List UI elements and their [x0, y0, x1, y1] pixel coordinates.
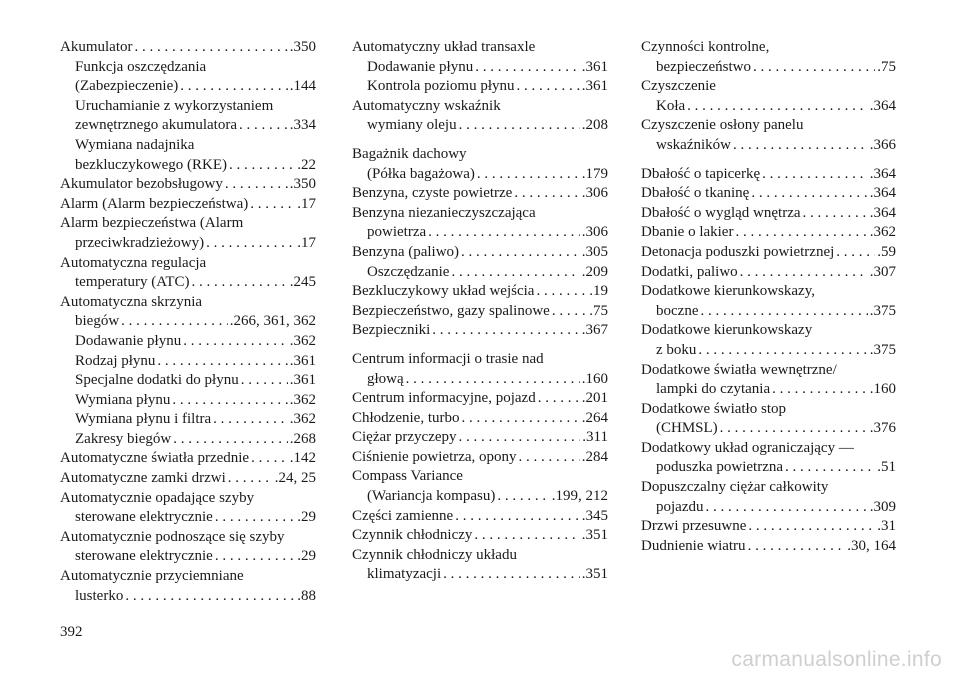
index-entry	[641, 282, 896, 302]
index-entry	[352, 350, 608, 370]
index-entry	[352, 58, 608, 78]
dot-leader	[225, 175, 288, 195]
index-entry	[60, 528, 316, 548]
dot-leader	[748, 537, 846, 557]
index-entry	[60, 175, 316, 195]
index-term: Oszczędzanie	[367, 263, 450, 280]
index-entry	[352, 165, 608, 185]
index-term: Dbałość o wygląd wnętrza	[641, 204, 801, 221]
index-entry	[352, 116, 608, 136]
index-entry	[60, 234, 316, 254]
index-term: Uruchamianie z wykorzystaniem	[75, 97, 274, 114]
index-page-ref: .362	[289, 332, 316, 349]
index-term: Dbałość o tapicerkę	[641, 165, 761, 182]
index-term: Detonacja poduszki powietrznej	[641, 243, 835, 260]
index-entry	[352, 263, 608, 283]
dot-leader	[172, 391, 287, 411]
index-term: Wymiana płynu i filtra	[75, 411, 212, 428]
index-page-ref: .375	[869, 341, 896, 358]
index-page-ref: .22	[297, 156, 316, 173]
dot-leader	[803, 204, 868, 224]
index-term: Dopuszczalny ciężar całkowity	[641, 479, 829, 496]
index-term: Części zamienne	[352, 507, 454, 524]
index-term: Funkcja oszczędzania	[75, 58, 207, 75]
dot-leader	[733, 136, 868, 156]
index-entry	[60, 77, 316, 97]
index-term: Rodzaj płynu	[75, 352, 156, 369]
dot-leader	[241, 371, 288, 391]
index-term: Ciśnienie powietrza, opony	[352, 448, 517, 465]
dot-leader	[451, 263, 579, 283]
index-entry	[641, 223, 896, 243]
dot-leader	[121, 312, 228, 332]
index-entry	[641, 419, 896, 439]
dot-leader	[720, 419, 868, 439]
dot-leader	[735, 223, 867, 243]
index-term: Benzyna niezanieczyszczająca	[352, 204, 536, 221]
index-page-ref: .309	[869, 498, 896, 515]
dot-leader	[459, 116, 580, 136]
index-entry	[60, 410, 316, 430]
index-term: sterowane elektrycznie	[75, 509, 213, 526]
index-entry	[641, 204, 896, 224]
index-page-ref: .364	[869, 97, 896, 114]
index-entry	[60, 449, 316, 469]
index-term: Automatycznie podnoszące się szyby	[60, 528, 285, 545]
index-page-ref: .350	[289, 176, 316, 193]
index-entry	[352, 389, 608, 409]
index-term: Drzwi przesuwne	[641, 518, 747, 535]
index-term: zewnętrznego akumulatora	[75, 117, 238, 134]
index-entry	[352, 487, 608, 507]
index-term: przeciwkradzieżowy)	[75, 234, 205, 251]
index-term: Czyszczenie	[641, 78, 716, 95]
index-entry	[60, 156, 316, 176]
dot-leader	[173, 430, 288, 450]
index-entry	[60, 312, 316, 332]
index-entry	[641, 439, 896, 459]
index-page-ref: .361	[581, 78, 608, 95]
index-page-ref: .364	[869, 204, 896, 221]
index-page-ref: .29	[297, 509, 316, 526]
index-page-ref: .17	[297, 195, 316, 212]
index-term: Bezpieczniki	[352, 322, 431, 339]
index-term: Dudnienie wiatru	[641, 537, 746, 554]
index-page-ref: .311	[582, 429, 608, 446]
index-page-ref: .361	[289, 352, 316, 369]
dot-leader	[536, 282, 587, 302]
dot-leader	[552, 302, 587, 322]
index-entry	[352, 448, 608, 468]
index-page-ref: .362	[869, 224, 896, 241]
dot-leader	[455, 507, 580, 527]
index-entry	[352, 223, 608, 243]
index-term: bezkluczykowego (RKE)	[75, 156, 228, 173]
index-term: (CHMSL)	[656, 420, 718, 437]
dot-leader	[135, 38, 288, 58]
index-column-1	[60, 38, 316, 606]
index-term: (Wariancja kompasu)	[367, 488, 496, 505]
index-entry	[352, 184, 608, 204]
index-term: sterowane elektrycznie	[75, 548, 213, 565]
index-term: Alarm bezpieczeństwa (Alarm	[60, 215, 244, 232]
index-column-3	[641, 38, 896, 556]
index-page-ref: .264	[581, 409, 608, 426]
index-term: Centrum informacji o trasie nad	[352, 350, 544, 367]
index-term: Akumulator	[60, 39, 133, 55]
index-entry	[60, 469, 316, 489]
dot-leader	[461, 243, 580, 263]
index-entry	[352, 145, 608, 165]
dot-leader	[700, 302, 867, 322]
index-entry	[352, 565, 608, 585]
index-page-ref: .59	[877, 243, 896, 260]
dot-leader	[836, 243, 875, 263]
dot-leader	[180, 77, 288, 97]
index-page-ref: .88	[297, 587, 316, 604]
index-entry	[60, 489, 316, 509]
index-entry	[352, 370, 608, 390]
index-page-ref: .29	[297, 548, 316, 565]
index-entry	[60, 273, 316, 293]
dot-leader	[477, 165, 580, 185]
index-entry	[60, 116, 316, 136]
index-page-ref: .24, 25	[274, 470, 316, 487]
index-term: klimatyzacji	[367, 566, 442, 583]
index-term: Ciężar przyczepy	[352, 429, 457, 446]
index-entry	[60, 587, 316, 607]
index-entry	[352, 428, 608, 448]
index-term: Automatyczne zamki drzwi	[60, 470, 226, 487]
index-page-ref: .362	[289, 391, 316, 408]
dot-leader	[497, 487, 549, 507]
dot-leader	[748, 517, 875, 537]
index-entry	[641, 263, 896, 283]
index-term: wymiany oleju	[367, 117, 457, 134]
index-entry	[641, 243, 896, 263]
index-page-ref: .306	[581, 185, 608, 202]
index-page-ref: .351	[581, 566, 608, 583]
index-term: Zakresy biegów	[75, 430, 172, 447]
index-entry	[352, 243, 608, 263]
index-term: Benzyna (paliwo)	[352, 243, 460, 260]
index-entry	[60, 195, 316, 215]
index-term: lampki do czytania	[656, 381, 771, 398]
index-page-ref: .208	[581, 117, 608, 134]
index-term: bezpieczeństwo	[656, 58, 751, 75]
index-term: poduszka powietrzna	[656, 459, 784, 476]
dot-leader	[250, 195, 295, 215]
index-term: Centrum informacyjne, pojazd	[352, 390, 536, 407]
index-entry	[352, 282, 608, 302]
index-entry	[641, 341, 896, 361]
index-entry	[352, 409, 608, 429]
index-term: Automatyczny wskaźnik	[352, 97, 501, 114]
dot-leader	[740, 263, 868, 283]
index-entry	[60, 352, 316, 372]
index-term: pojazdu	[656, 498, 704, 515]
dot-leader	[239, 116, 288, 136]
index-entry	[60, 391, 316, 411]
watermark: carmanualsonline.info	[731, 648, 942, 671]
dot-leader	[772, 380, 868, 400]
index-page-ref: .30, 164	[847, 537, 896, 554]
index-entry	[641, 400, 896, 420]
dot-leader	[443, 565, 580, 585]
dot-leader	[751, 184, 867, 204]
index-term: Compass Variance	[352, 468, 463, 485]
index-page-ref: .142	[289, 450, 316, 467]
index-page-ref: .144	[289, 78, 316, 95]
index-page-ref: .245	[289, 274, 316, 291]
index-term: Alarm (Alarm bezpieczeństwa)	[60, 195, 249, 212]
index-page-ref: .199, 212	[551, 488, 608, 505]
dot-leader	[705, 498, 867, 518]
index-term: Dodatki, paliwo	[641, 263, 738, 280]
index-term: Dodatkowe światła wewnętrzne/	[641, 361, 837, 378]
index-entry	[352, 526, 608, 546]
index-term: Dodawanie płynu	[75, 332, 182, 349]
index-term: Wymiana płynu	[75, 391, 171, 408]
index-entry	[352, 97, 608, 117]
index-term: Automatycznie przyciemniane	[60, 568, 244, 585]
index-page-ref: .375	[869, 302, 896, 319]
index-page-ref: .361	[289, 372, 316, 389]
index-page-ref: .17	[297, 234, 316, 251]
dot-leader	[474, 526, 579, 546]
index-term: temperatury (ATC)	[75, 274, 190, 291]
index-term: Dodawanie płynu	[367, 58, 474, 75]
index-entry	[641, 116, 896, 136]
index-page-ref: .75	[589, 302, 608, 319]
index-term: Automatycznie opadające szyby	[60, 489, 255, 506]
index-page-ref: .51	[877, 459, 896, 476]
index-entry	[641, 165, 896, 185]
index-page-ref: .306	[581, 224, 608, 241]
index-entry	[352, 204, 608, 224]
index-term: Benzyna, czyste powietrze	[352, 185, 513, 202]
dot-leader	[785, 458, 875, 478]
index-entry	[60, 332, 316, 352]
index-page-ref: .367	[581, 322, 608, 339]
index-term: głową	[367, 370, 404, 387]
dot-leader	[698, 341, 867, 361]
index-page-ref: .19	[589, 283, 608, 300]
index-entry	[641, 77, 896, 97]
index-term: Czynnik chłodniczy	[352, 527, 473, 544]
index-page-ref: .305	[581, 243, 608, 260]
index-entry	[352, 467, 608, 487]
index-page-ref: .334	[289, 117, 316, 134]
index-entry	[60, 58, 316, 78]
index-entry	[352, 546, 608, 566]
index-page-ref: .307	[869, 263, 896, 280]
index-term: Czyszczenie osłony panelu	[641, 117, 804, 134]
index-term: Bagażnik dachowy	[352, 145, 467, 162]
index-term: boczne	[656, 302, 699, 319]
dot-leader	[432, 321, 579, 341]
index-term: Czynnik chłodniczy układu	[352, 546, 517, 563]
dot-leader	[157, 352, 287, 372]
dot-leader	[538, 389, 580, 409]
index-entry	[60, 214, 316, 234]
index-term: z boku	[656, 341, 697, 358]
index-term: Dodatkowe kierunkowskazy	[641, 322, 813, 339]
dot-leader	[192, 273, 288, 293]
index-entry	[641, 458, 896, 478]
index-page-ref: .284	[581, 448, 608, 465]
index-page-ref: .362	[289, 411, 316, 428]
index-page-ref: .266, 361, 362	[229, 313, 316, 330]
dot-leader	[215, 547, 295, 567]
index-term: lusterko	[75, 587, 124, 604]
index-entry	[641, 184, 896, 204]
index-term: Czynności kontrolne,	[641, 39, 770, 55]
index-term: (Zabezpieczenie)	[75, 78, 179, 95]
index-page-ref: .209	[581, 263, 608, 280]
dot-leader	[183, 332, 288, 352]
index-term: Automatyczne światła przednie	[60, 450, 250, 467]
index-page-ref: .160	[869, 381, 896, 398]
index-entry	[641, 380, 896, 400]
index-entry	[641, 38, 896, 58]
index-entry	[641, 537, 896, 557]
index-term: Dodatkowe światło stop	[641, 400, 786, 417]
index-entry	[60, 293, 316, 313]
index-page-ref: .268	[289, 430, 316, 447]
index-term: powietrza	[367, 224, 427, 241]
dot-leader	[125, 587, 295, 607]
index-entry	[60, 430, 316, 450]
dot-leader	[514, 184, 579, 204]
index-term: Bezkluczykowy układ wejścia	[352, 283, 535, 300]
index-term: Automatyczna skrzynia	[60, 293, 203, 310]
index-entry	[641, 302, 896, 322]
index-term: Automatyczna regulacja	[60, 254, 207, 271]
index-page-ref: .361	[581, 58, 608, 75]
index-term: Specjalne dodatki do płynu	[75, 372, 239, 389]
index-entry	[60, 371, 316, 391]
index-entry	[60, 254, 316, 274]
dot-leader	[519, 448, 580, 468]
index-term: Dbanie o lakier	[641, 224, 734, 241]
index-entry	[352, 321, 608, 341]
index-entry	[60, 38, 316, 58]
index-page-ref: .31	[877, 518, 896, 535]
index-page-ref: .351	[581, 527, 608, 544]
index-term: Kontrola poziomu płynu	[367, 78, 515, 95]
index-page-ref: .345	[581, 507, 608, 524]
index-entry	[641, 321, 896, 341]
dot-leader	[251, 449, 288, 469]
index-page-ref: .179	[581, 165, 608, 182]
index-term: Koła	[656, 97, 686, 114]
index-entry	[60, 547, 316, 567]
index-term: Chłodzenie, turbo	[352, 409, 460, 426]
index-term: Bezpieczeństwo, gazy spalinowe	[352, 302, 550, 319]
index-term: Dodatkowy układ ograniczający —	[641, 439, 854, 456]
index-entry	[641, 517, 896, 537]
index-entry	[641, 361, 896, 381]
dot-leader	[687, 97, 868, 117]
dot-leader	[213, 410, 288, 430]
index-entry	[641, 498, 896, 518]
dot-leader	[459, 428, 581, 448]
dot-leader	[215, 508, 295, 528]
dot-leader	[206, 234, 295, 254]
index-entry	[641, 58, 896, 78]
dot-leader	[406, 370, 580, 390]
index-entry	[60, 567, 316, 587]
dot-leader	[516, 77, 579, 97]
index-term: Akumulator bezobsługowy	[60, 176, 223, 193]
index-page-ref: .364	[869, 185, 896, 202]
index-page-ref: .350	[289, 39, 316, 55]
index-entry	[60, 136, 316, 156]
index-term: Dodatkowe kierunkowskazy,	[641, 283, 815, 300]
index-entry	[641, 136, 896, 156]
index-entry	[352, 302, 608, 322]
index-entry	[60, 97, 316, 117]
dot-leader	[762, 165, 868, 185]
index-page-ref: .366	[869, 136, 896, 153]
dot-leader	[461, 409, 579, 429]
index-term: Automatyczny układ transaxle	[352, 39, 536, 55]
index-term: wskaźników	[656, 136, 731, 153]
index-page-ref: .160	[581, 370, 608, 387]
page-number: 392	[60, 624, 83, 640]
dot-leader	[428, 223, 580, 243]
index-column-2	[352, 38, 608, 585]
index-term: Wymiana nadajnika	[75, 136, 195, 153]
index-entry	[60, 508, 316, 528]
index-entry	[352, 38, 608, 58]
index-entry	[641, 97, 896, 117]
index-page-ref: .364	[869, 165, 896, 182]
index-term: (Półka bagażowa)	[367, 165, 475, 182]
index-page-ref: .376	[869, 420, 896, 437]
dot-leader	[475, 58, 580, 78]
index-entry	[641, 478, 896, 498]
index-term: biegów	[75, 313, 120, 330]
index-entry	[352, 77, 608, 97]
index-entry	[352, 507, 608, 527]
index-page-ref: .201	[581, 390, 608, 407]
index-term: Dbałość o tkaninę	[641, 185, 750, 202]
dot-leader	[229, 156, 295, 176]
dot-leader	[228, 469, 273, 489]
dot-leader	[753, 58, 875, 78]
index-page-ref: .75	[877, 58, 896, 75]
